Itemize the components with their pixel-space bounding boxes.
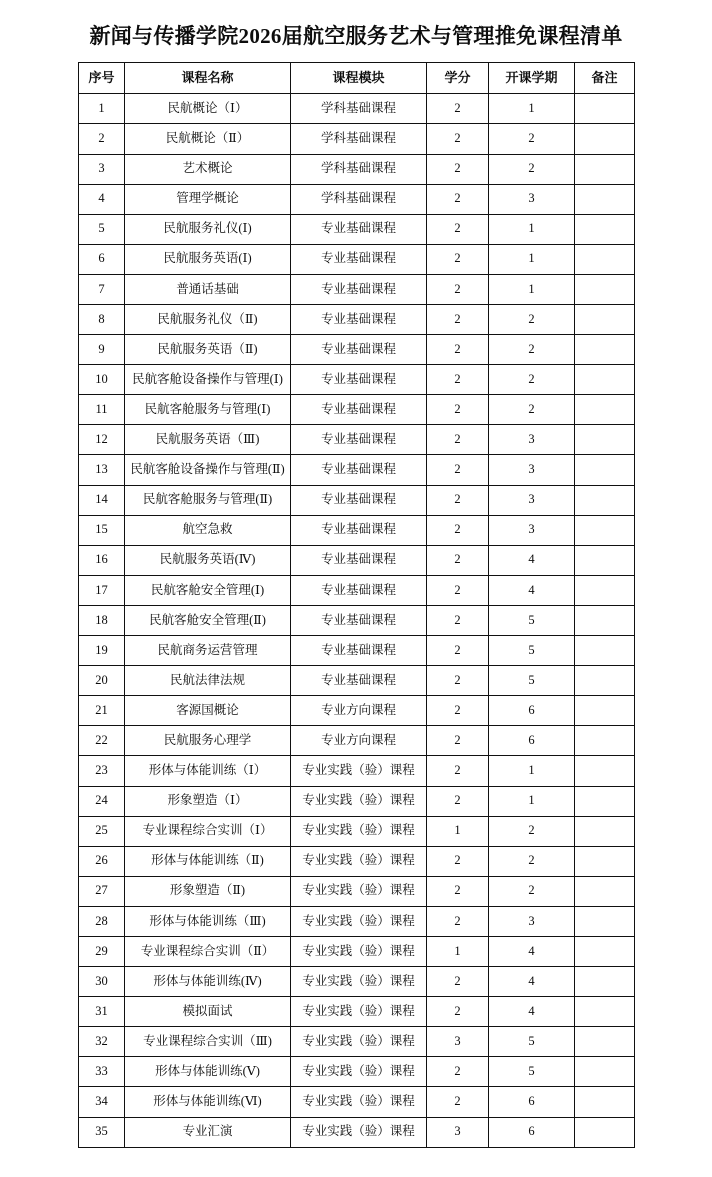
cell-note [575,666,635,696]
cell-note [575,244,635,274]
cell-note [575,636,635,666]
cell-course-name: 民航客舱服务与管理(Ⅰ) [125,395,291,425]
cell-term: 2 [489,365,575,395]
course-table [78,62,635,1147]
cell-course-name: 民航客舱安全管理(Ⅰ) [125,575,291,605]
cell-course-name: 航空急救 [125,515,291,545]
table-row [79,365,635,395]
cell-module: 专业基础课程 [291,214,427,244]
cell-term: 4 [489,936,575,966]
cell-course-name: 民航服务英语（Ⅲ) [125,425,291,455]
cell-index: 31 [79,997,125,1027]
cell-course-name: 民航概论（Ⅱ） [125,124,291,154]
cell-module: 专业实践（验）课程 [291,816,427,846]
cell-term: 5 [489,636,575,666]
cell-course-name: 民航服务礼仪(Ⅰ) [125,214,291,244]
cell-module: 专业实践（验）课程 [291,967,427,997]
cell-credit: 2 [427,154,489,184]
cell-credit: 2 [427,244,489,274]
cell-module: 专业基础课程 [291,425,427,455]
column-header-course-name: 课程名称 [125,63,291,94]
cell-course-name: 客源国概论 [125,696,291,726]
cell-note [575,305,635,335]
cell-course-name: 专业汇演 [125,1117,291,1147]
cell-note [575,1087,635,1117]
cell-course-name: 形体与体能训练(Ⅳ) [125,967,291,997]
cell-term: 6 [489,696,575,726]
cell-note [575,124,635,154]
table-row [79,756,635,786]
cell-index: 26 [79,846,125,876]
cell-index: 21 [79,696,125,726]
cell-module: 专业实践（验）课程 [291,906,427,936]
cell-credit: 3 [427,1027,489,1057]
cell-term: 1 [489,214,575,244]
cell-term: 4 [489,967,575,997]
table-row [79,816,635,846]
cell-note [575,605,635,635]
table-body [79,94,635,1147]
cell-course-name: 形体与体能训练（Ⅱ) [125,846,291,876]
cell-index: 18 [79,605,125,635]
cell-note [575,1027,635,1057]
cell-index: 30 [79,967,125,997]
cell-credit: 2 [427,756,489,786]
cell-term: 2 [489,816,575,846]
cell-module: 专业基础课程 [291,335,427,365]
cell-module: 专业实践（验）课程 [291,876,427,906]
cell-term: 1 [489,786,575,816]
table-row [79,214,635,244]
cell-index: 10 [79,365,125,395]
cell-term: 3 [489,455,575,485]
table-row [79,786,635,816]
cell-term: 5 [489,666,575,696]
cell-index: 13 [79,455,125,485]
cell-term: 1 [489,94,575,124]
cell-module: 专业基础课程 [291,365,427,395]
column-header-note: 备注 [575,63,635,94]
cell-term: 3 [489,906,575,936]
cell-module: 专业实践（验）课程 [291,1117,427,1147]
table-row [79,997,635,1027]
cell-credit: 2 [427,395,489,425]
cell-index: 35 [79,1117,125,1147]
cell-credit: 2 [427,184,489,214]
cell-credit: 2 [427,124,489,154]
cell-module: 专业基础课程 [291,274,427,304]
cell-term: 3 [489,485,575,515]
cell-note [575,274,635,304]
cell-index: 6 [79,244,125,274]
cell-index: 24 [79,786,125,816]
cell-module: 专业方向课程 [291,696,427,726]
cell-module: 专业基础课程 [291,395,427,425]
cell-term: 3 [489,184,575,214]
cell-module: 专业实践（验）课程 [291,1027,427,1057]
cell-note [575,936,635,966]
cell-term: 2 [489,305,575,335]
cell-index: 25 [79,816,125,846]
table-row [79,244,635,274]
table-row [79,515,635,545]
cell-course-name: 民航服务英语（Ⅱ) [125,335,291,365]
cell-index: 16 [79,545,125,575]
cell-credit: 2 [427,515,489,545]
cell-module: 学科基础课程 [291,154,427,184]
cell-term: 3 [489,425,575,455]
cell-term: 2 [489,335,575,365]
cell-course-name: 民航服务心理学 [125,726,291,756]
cell-module: 专业基础课程 [291,455,427,485]
cell-credit: 2 [427,1057,489,1087]
cell-credit: 2 [427,575,489,605]
table-row [79,666,635,696]
cell-course-name: 艺术概论 [125,154,291,184]
table-header [79,63,635,94]
cell-course-name: 民航客舱设备操作与管理(Ⅰ) [125,365,291,395]
cell-credit: 2 [427,335,489,365]
cell-credit: 2 [427,365,489,395]
cell-index: 14 [79,485,125,515]
cell-note [575,485,635,515]
table-row [79,395,635,425]
table-row [79,846,635,876]
cell-module: 专业实践（验）课程 [291,997,427,1027]
cell-credit: 2 [427,997,489,1027]
cell-credit: 2 [427,1087,489,1117]
cell-module: 专业实践（验）课程 [291,936,427,966]
cell-course-name: 形象塑造（Ⅱ) [125,876,291,906]
page-title: 新闻与传播学院2026届航空服务艺术与管理推免课程清单 [89,24,623,48]
column-header-term: 开课学期 [489,63,575,94]
cell-index: 29 [79,936,125,966]
column-header-credit: 学分 [427,63,489,94]
cell-course-name: 模拟面试 [125,997,291,1027]
cell-term: 6 [489,726,575,756]
cell-note [575,816,635,846]
cell-course-name: 形体与体能训练(Ⅴ) [125,1057,291,1087]
cell-module: 专业基础课程 [291,605,427,635]
table-row [79,1117,635,1147]
cell-term: 2 [489,846,575,876]
cell-module: 专业基础课程 [291,305,427,335]
cell-course-name: 专业课程综合实训（Ⅰ） [125,816,291,846]
cell-credit: 2 [427,726,489,756]
cell-credit: 2 [427,305,489,335]
cell-note [575,94,635,124]
table-row [79,636,635,666]
cell-term: 2 [489,124,575,154]
table-row [79,124,635,154]
cell-module: 学科基础课程 [291,124,427,154]
cell-course-name: 民航服务英语(Ⅰ) [125,244,291,274]
table-row [79,335,635,365]
cell-index: 17 [79,575,125,605]
cell-module: 专业基础课程 [291,575,427,605]
cell-term: 3 [489,515,575,545]
cell-term: 2 [489,876,575,906]
cell-credit: 2 [427,605,489,635]
cell-credit: 3 [427,1117,489,1147]
table-row [79,967,635,997]
cell-term: 4 [489,545,575,575]
cell-course-name: 形体与体能训练（Ⅰ） [125,756,291,786]
table-row [79,94,635,124]
cell-credit: 2 [427,455,489,485]
table-row [79,1027,635,1057]
cell-term: 6 [489,1117,575,1147]
cell-course-name: 普通话基础 [125,274,291,304]
cell-index: 15 [79,515,125,545]
cell-credit: 2 [427,906,489,936]
cell-credit: 2 [427,876,489,906]
cell-term: 5 [489,605,575,635]
cell-course-name: 民航概论（Ⅰ） [125,94,291,124]
table-row [79,696,635,726]
column-header-module: 课程模块 [291,63,427,94]
cell-term: 2 [489,395,575,425]
cell-note [575,997,635,1027]
cell-index: 5 [79,214,125,244]
cell-index: 27 [79,876,125,906]
table-row [79,455,635,485]
cell-index: 20 [79,666,125,696]
cell-note [575,846,635,876]
course-table-container [0,56,712,1147]
cell-module: 专业基础课程 [291,636,427,666]
cell-module: 专业基础课程 [291,485,427,515]
cell-index: 22 [79,726,125,756]
cell-course-name: 管理学概论 [125,184,291,214]
cell-note [575,545,635,575]
table-row [79,1087,635,1117]
table-row [79,906,635,936]
table-row [79,936,635,966]
table-row [79,274,635,304]
table-header-row [79,63,635,94]
cell-term: 4 [489,997,575,1027]
cell-note [575,184,635,214]
cell-note [575,515,635,545]
cell-credit: 1 [427,936,489,966]
table-row [79,485,635,515]
cell-course-name: 民航商务运营管理 [125,636,291,666]
cell-note [575,214,635,244]
cell-module: 专业实践（验）课程 [291,1057,427,1087]
cell-term: 1 [489,756,575,786]
table-row [79,1057,635,1087]
cell-note [575,786,635,816]
table-row [79,575,635,605]
cell-course-name: 民航客舱安全管理(Ⅱ) [125,605,291,635]
cell-index: 33 [79,1057,125,1087]
cell-course-name: 民航服务礼仪（Ⅱ) [125,305,291,335]
cell-module: 专业基础课程 [291,515,427,545]
cell-term: 1 [489,244,575,274]
table-row [79,154,635,184]
cell-note [575,756,635,786]
table-row [79,605,635,635]
cell-index: 12 [79,425,125,455]
cell-index: 3 [79,154,125,184]
cell-index: 9 [79,335,125,365]
cell-index: 23 [79,756,125,786]
cell-course-name: 民航客舱设备操作与管理(Ⅱ) [125,455,291,485]
table-row [79,876,635,906]
cell-credit: 2 [427,846,489,876]
cell-module: 专业基础课程 [291,545,427,575]
cell-term: 6 [489,1087,575,1117]
cell-note [575,967,635,997]
cell-note [575,425,635,455]
cell-course-name: 形体与体能训练（Ⅲ) [125,906,291,936]
cell-note [575,455,635,485]
table-row [79,305,635,335]
cell-term: 5 [489,1057,575,1087]
table-row [79,545,635,575]
cell-credit: 2 [427,786,489,816]
cell-note [575,726,635,756]
cell-note [575,154,635,184]
cell-credit: 2 [427,274,489,304]
cell-module: 学科基础课程 [291,94,427,124]
cell-note [575,1057,635,1087]
cell-module: 专业实践（验）课程 [291,1087,427,1117]
cell-index: 2 [79,124,125,154]
cell-course-name: 民航客舱服务与管理(Ⅱ) [125,485,291,515]
cell-index: 4 [79,184,125,214]
cell-note [575,395,635,425]
cell-course-name: 形象塑造（Ⅰ） [125,786,291,816]
cell-index: 11 [79,395,125,425]
cell-index: 32 [79,1027,125,1057]
cell-course-name: 专业课程综合实训（Ⅱ） [125,936,291,966]
cell-term: 2 [489,154,575,184]
cell-credit: 2 [427,696,489,726]
table-row [79,425,635,455]
cell-credit: 2 [427,636,489,666]
cell-note [575,876,635,906]
cell-term: 1 [489,274,575,304]
cell-index: 34 [79,1087,125,1117]
cell-credit: 2 [427,94,489,124]
cell-credit: 2 [427,214,489,244]
cell-term: 5 [489,1027,575,1057]
cell-module: 专业方向课程 [291,726,427,756]
cell-index: 8 [79,305,125,335]
cell-module: 专业实践（验）课程 [291,756,427,786]
cell-credit: 2 [427,967,489,997]
cell-term: 4 [489,575,575,605]
cell-credit: 2 [427,545,489,575]
cell-note [575,696,635,726]
cell-course-name: 民航法律法规 [125,666,291,696]
cell-credit: 2 [427,425,489,455]
cell-module: 专业实践（验）课程 [291,846,427,876]
cell-module: 学科基础课程 [291,184,427,214]
cell-note [575,335,635,365]
table-row [79,184,635,214]
cell-course-name: 专业课程综合实训（Ⅲ) [125,1027,291,1057]
cell-index: 1 [79,94,125,124]
cell-credit: 2 [427,666,489,696]
table-row [79,726,635,756]
cell-course-name: 形体与体能训练(Ⅵ) [125,1087,291,1117]
column-header-index: 序号 [79,63,125,94]
cell-module: 专业实践（验）课程 [291,786,427,816]
cell-module: 专业基础课程 [291,666,427,696]
cell-note [575,1117,635,1147]
cell-module: 专业基础课程 [291,244,427,274]
cell-credit: 1 [427,816,489,846]
cell-note [575,575,635,605]
cell-index: 28 [79,906,125,936]
cell-note [575,365,635,395]
cell-course-name: 民航服务英语(Ⅳ) [125,545,291,575]
cell-index: 19 [79,636,125,666]
cell-credit: 2 [427,485,489,515]
cell-index: 7 [79,274,125,304]
cell-note [575,906,635,936]
